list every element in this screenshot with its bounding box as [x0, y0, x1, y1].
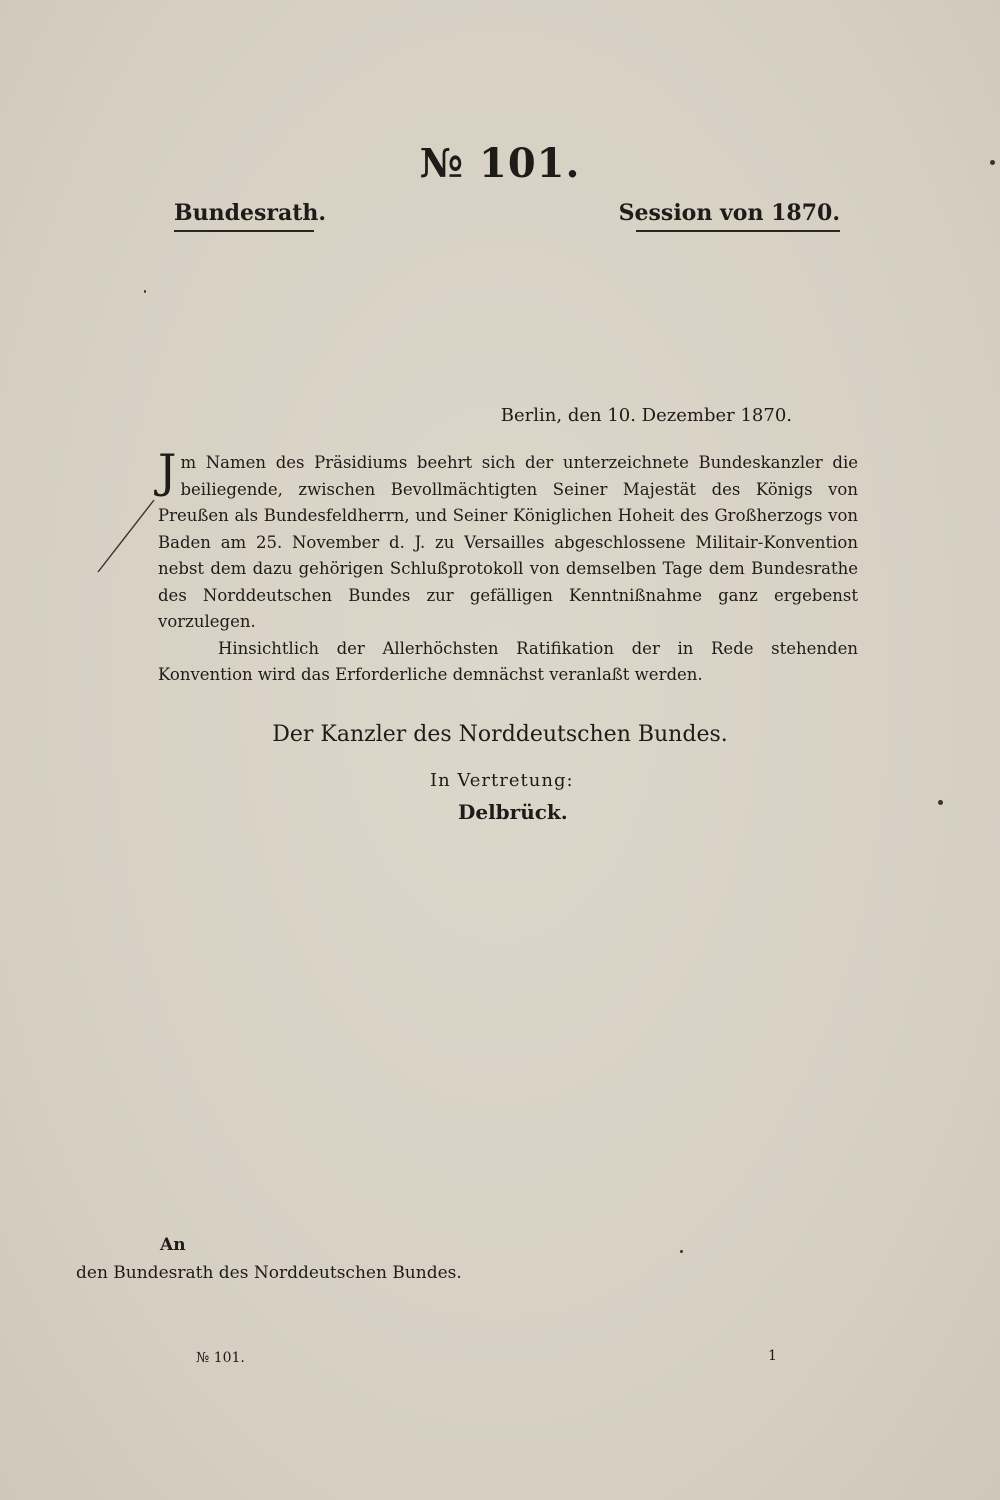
letter-body [158, 444, 858, 689]
paragraph-1 [158, 444, 858, 636]
paragraph-1-text: m Namen des Präsidiums beehrt sich der unterzeichnete Bundeskanzler die beiliegende, zwischen Bevollmächtigten Seiner Majestät des Königs von Preußen als Bundesfeldherrn, und Seiner Königlichen Hoheit des Großherzogs von Baden am 25. November d. J. zu Versailles abgeschlossene Militair-Konvention nebst dem dazu gehörigen Schlußprotokoll von demselben Tage dem Bundesrathe des Norddeutschen Bundes zur gefälligen Kenntnißnahme ganz ergebenst vorzulegen. [158, 453, 858, 631]
paper-speck [938, 800, 943, 805]
dropcap: J [158, 444, 177, 498]
footer-document-number: № 101. [196, 1350, 245, 1366]
document-number: № 101. [419, 140, 581, 187]
addressee-name: den Bundesrath des Norddeutschen Bundes. [76, 1263, 462, 1283]
signature-representation: In Vertretung: [430, 770, 574, 791]
paper-speck [990, 160, 995, 165]
signature-name: Delbrück. [458, 800, 568, 824]
header-session: Session von 1870. [618, 200, 840, 226]
paper-speck [680, 1250, 683, 1253]
paper-speck [144, 290, 146, 293]
date-line: Berlin, den 10. Dezember 1870. [500, 405, 792, 426]
header-left-rule [174, 230, 314, 232]
addressee-to: An [160, 1235, 186, 1255]
header-bundesrath: Bundesrath. [174, 200, 327, 226]
header-right-rule [636, 230, 840, 232]
paragraph-2: Hinsichtlich der Allerhöchsten Ratifikation der in Rede stehenden Konvention wird das Erforderliche demnächst veranlaßt werden. [158, 638, 858, 684]
footer-sheet-number: 1 [768, 1348, 777, 1364]
signature-office: Der Kanzler des Norddeutschen Bundes. [272, 722, 728, 747]
margin-pencil-mark [96, 498, 156, 574]
